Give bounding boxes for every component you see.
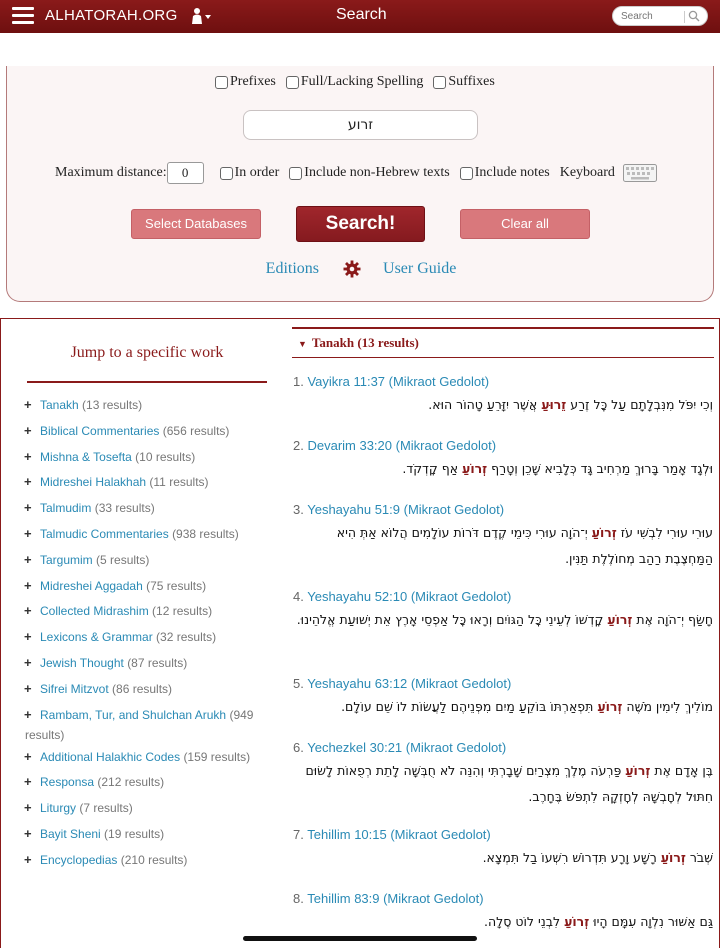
sidebar-item-name[interactable]: Midreshei Halakhah: [40, 475, 147, 490]
select-databases-button[interactable]: Select Databases: [131, 209, 261, 239]
expand-plus-icon[interactable]: +: [24, 474, 32, 490]
sidebar-item-name[interactable]: Tanakh: [40, 398, 79, 412]
sidebar-item-name[interactable]: Bayit Sheni: [40, 826, 101, 841]
expand-plus-icon[interactable]: +: [24, 851, 32, 867]
search-settings-row: [55, 162, 657, 184]
expand-plus-icon[interactable]: +: [24, 551, 32, 567]
result-item: [293, 438, 713, 482]
match-highlight: זְרוֹעַ: [607, 612, 633, 627]
spelling-option[interactable]: Full/Lacking Spelling: [286, 74, 424, 90]
match-highlight: זְרוֹעַ: [660, 850, 686, 865]
sidebar-item-count: (11 results): [149, 475, 209, 490]
editions-link[interactable]: Editions: [265, 260, 320, 277]
prefixes-option[interactable]: Prefixes: [215, 74, 276, 90]
result-number: 8.: [293, 891, 304, 906]
sidebar-item[interactable]: [16, 447, 276, 473]
clear-all-button[interactable]: Clear all: [460, 209, 590, 239]
sidebar-item-name[interactable]: Additional Halakhic Codes: [40, 749, 181, 764]
match-highlight: זְרוֹעַ: [625, 763, 651, 778]
match-highlight: זְרוֹעַ: [462, 461, 488, 476]
result-item: [293, 502, 713, 572]
suffixes-checkbox[interactable]: [433, 76, 446, 89]
result-text: וְכִי יִפֹּל מִנִּבְלָתָם עַל כׇּל זֶרַע זֵרוּעַ אֲשֶׁר יִזָּרֵעַ טָהוֹר הוּא.: [428, 397, 713, 412]
result-text: בֶּן אָדָם אֶת זְרוֹעַ פַּרְעֹה מֶלֶךְ מִצְרַיִם שָׁבָרְתִּי וְהִנֵּה לֹא חֻבְּשָׁה לָתֵת רְפֻאוֹת לָשׂוּם חִתּוּל לְחׇבְשָׁהּ לְחׇזְקָהּ לִתְפֹּשׂ בֶּחָרֶב.: [305, 763, 713, 804]
result-number: 3.: [293, 502, 304, 517]
expand-plus-icon[interactable]: +: [24, 448, 32, 464]
expand-plus-icon[interactable]: +: [24, 706, 32, 722]
result-item: [293, 676, 713, 720]
page-title: Search: [336, 6, 387, 23]
sidebar-item-count: (212 results): [97, 775, 165, 790]
sidebar-item[interactable]: [16, 550, 276, 576]
result-item: [293, 589, 713, 633]
menu-icon[interactable]: [12, 7, 34, 25]
expand-plus-icon[interactable]: +: [24, 397, 32, 412]
sidebar-item[interactable]: [16, 705, 276, 747]
jump-title: Jump to a specific work: [70, 344, 224, 361]
sidebar-item[interactable]: [16, 772, 276, 798]
expand-plus-icon[interactable]: +: [24, 629, 32, 645]
collapse-triangle-icon[interactable]: ▼: [298, 339, 307, 349]
sidebar-item-count: (12 results): [152, 604, 213, 619]
expand-plus-icon[interactable]: +: [24, 500, 32, 516]
result-reference-link[interactable]: Yeshayahu 63:12 (Mikraot Gedolot): [307, 676, 512, 691]
sidebar-item-name[interactable]: Responsa: [40, 775, 95, 790]
sidebar-item-name[interactable]: Rambam, Tur, and Shulchan Arukh: [40, 707, 227, 722]
sidebar-item-count: (656 results): [162, 423, 230, 438]
sidebar-item[interactable]: [16, 798, 276, 824]
sidebar-item-name[interactable]: Jewish Thought: [40, 655, 124, 670]
result-reference-link[interactable]: Yechezkel 30:21 (Mikraot Gedolot): [307, 740, 507, 755]
sidebar-item[interactable]: [16, 653, 276, 679]
sidebar-item-count: (75 results): [146, 578, 207, 593]
result-number: 6.: [293, 740, 304, 755]
sidebar-item-count: (10 results): [135, 449, 196, 464]
site-logo[interactable]: ALHATORAH.ORG: [45, 7, 178, 24]
top-search-box[interactable]: [612, 6, 708, 26]
user-guide-link[interactable]: User Guide: [383, 260, 457, 277]
expand-plus-icon[interactable]: +: [24, 422, 32, 438]
sidebar-item-count: (7 results): [79, 801, 133, 816]
result-reference-link[interactable]: Devarim 33:20 (Mikraot Gedolot): [307, 438, 497, 453]
sidebar-item-name[interactable]: Talmudic Commentaries: [40, 526, 169, 541]
sidebar-item-name[interactable]: Biblical Commentaries: [40, 423, 160, 438]
search-divider: [684, 11, 685, 23]
sidebar-item[interactable]: [16, 747, 276, 773]
search-panel: [6, 66, 714, 302]
expand-plus-icon[interactable]: +: [24, 577, 32, 593]
sidebar-item-name[interactable]: Collected Midrashim: [40, 604, 149, 619]
sidebar-item-count: (87 results): [127, 655, 188, 670]
match-highlight: זְרוֹעַ: [597, 699, 623, 714]
result-number: 5.: [293, 676, 304, 691]
result-number: 4.: [293, 589, 304, 604]
sidebar-item[interactable]: [16, 472, 276, 498]
expand-plus-icon[interactable]: +: [24, 680, 32, 696]
sidebar-item[interactable]: [16, 601, 276, 627]
result-reference-link[interactable]: Tehillim 10:15 (Mikraot Gedolot): [307, 827, 491, 842]
sidebar-item[interactable]: [16, 576, 276, 602]
result-number: 1.: [293, 374, 304, 389]
sidebar-item-count: (159 results): [183, 749, 251, 764]
result-text: וּלְגָד אָמַר בָּרוּךְ מַרְחִיב גָּד כְּלָבִיא שָׁכֵן וְטָרַף זְרוֹעַ אַף קׇדְקֹד.: [402, 461, 713, 476]
result-text: עוּרִי עוּרִי לִבְשִׁי עֹז זְרוֹעַ יְ־הֹוָה עוּרִי כִּימֵי קֶדֶם דֹּרוֹת עוֹלָמִים הֲלוֹא אַתְּ הִיא הַמַּחְצֶבֶת רַהַב מְחוֹלֶלֶת תַּנִּין.: [336, 525, 713, 566]
result-item: [293, 891, 713, 935]
result-number: 2.: [293, 438, 304, 453]
sidebar-item-count: (5 results): [96, 552, 150, 567]
sidebar-item[interactable]: [16, 824, 276, 850]
sidebar-item[interactable]: [16, 850, 276, 876]
sidebar-item[interactable]: [16, 679, 276, 705]
expand-plus-icon[interactable]: +: [24, 603, 32, 619]
expand-plus-icon[interactable]: +: [24, 525, 32, 541]
sidebar-item[interactable]: [16, 395, 276, 421]
sidebar-item-count: (32 results): [156, 630, 217, 645]
result-item: [293, 374, 713, 418]
result-text: חָשַׂף יְ־הֹוָה אֶת זְרוֹעַ קׇדְשׁוֹ לְעֵינֵי כׇּל הַגּוֹיִם וְרָאוּ כׇּל אַפְסֵי אָרֶץ אֵת יְשׁוּעַת אֱלֹהֵינוּ.: [296, 612, 713, 627]
max-distance-input[interactable]: 0: [167, 162, 204, 184]
tanakh-section-header[interactable]: ▼ Tanakh (13 results): [298, 335, 419, 350]
non-hebrew-option[interactable]: Include non-Hebrew texts: [289, 165, 449, 181]
sidebar-item-name[interactable]: Targumim: [40, 552, 93, 567]
sidebar-item-count: (13 results): [82, 398, 143, 412]
sidebar-item-count: (210 results): [120, 852, 188, 867]
result-text: שְׁבֹר זְרוֹעַ רָשָׁע וָרָע תִּדְרוֹשׁ רִשְׁעוֹ בַל תִּמְצָא.: [482, 850, 713, 865]
sidebar-item-count: (33 results): [94, 501, 155, 516]
include-notes-checkbox[interactable]: [460, 167, 473, 180]
sidebar-item-count: (949 results): [25, 707, 254, 742]
results-main: [292, 327, 714, 929]
search-button[interactable]: Search!: [296, 206, 425, 242]
jump-divider: [27, 381, 267, 383]
sidebar-item-name[interactable]: Sifrei Mitzvot: [40, 681, 109, 696]
prefixes-checkbox[interactable]: [215, 76, 228, 89]
keyboard-icon[interactable]: [623, 164, 657, 182]
keyboard-label[interactable]: Keyboard: [559, 165, 615, 180]
sidebar-item-name[interactable]: Midreshei Aggadah: [40, 578, 143, 593]
expand-plus-icon[interactable]: +: [24, 654, 32, 670]
in-order-option[interactable]: In order: [220, 165, 280, 181]
result-reference-link[interactable]: Vayikra 11:37 (Mikraot Gedolot): [307, 374, 490, 389]
result-item: [293, 827, 713, 871]
include-notes-option[interactable]: Include notes: [460, 165, 550, 181]
expand-plus-icon[interactable]: +: [24, 774, 32, 790]
work-sidebar: [16, 395, 276, 876]
top-search-input[interactable]: [621, 9, 685, 24]
sidebar-item-name[interactable]: Talmudim: [40, 501, 92, 516]
section-rule-bottom: [292, 357, 714, 358]
sidebar-item-count: (86 results): [112, 681, 173, 696]
sidebar-item-name[interactable]: Lexicons & Grammar: [40, 630, 153, 645]
spelling-checkbox[interactable]: [286, 76, 299, 89]
match-highlight: זֵרוּעַ: [541, 397, 567, 412]
result-text: מוֹלִיךְ לִימִין מֹשֶׁה זְרוֹעַ תִּפְאַרְתּוֹ בּוֹקֵעַ מַיִם מִפְּנֵיהֶם לַעֲשׂוֹת לוֹ שֵׁם עוֹלָם.: [341, 699, 713, 714]
home-indicator: [243, 936, 477, 941]
sidebar-item-name[interactable]: Encyclopedias: [40, 852, 118, 867]
result-text: גַּם אַשּׁוּר נִלְוָה עִמָּם הָיוּ זְרוֹעַ לִבְנֵי לוֹט סֶלָה.: [484, 914, 713, 929]
result-number: 7.: [293, 827, 304, 842]
sidebar-item[interactable]: [16, 524, 276, 550]
non-hebrew-checkbox[interactable]: [289, 167, 302, 180]
match-highlight: זְרוֹעַ: [591, 525, 617, 540]
expand-plus-icon[interactable]: +: [24, 825, 32, 841]
sidebar-item-name[interactable]: Mishna & Tosefta: [40, 449, 132, 464]
result-reference-link[interactable]: Tehillim 83:9 (Mikraot Gedolot): [307, 891, 484, 906]
result-reference-link[interactable]: Yeshayahu 51:9 (Mikraot Gedolot): [307, 502, 505, 517]
sidebar-item[interactable]: [16, 498, 276, 524]
expand-plus-icon[interactable]: +: [24, 748, 32, 764]
results-frame: [0, 318, 720, 948]
expand-plus-icon[interactable]: +: [24, 800, 32, 816]
sidebar-item-count: (938 results): [172, 526, 239, 541]
search-options-row: [215, 74, 505, 90]
in-order-checkbox[interactable]: [220, 167, 233, 180]
suffixes-option[interactable]: Suffixes: [433, 74, 494, 90]
result-item: [293, 740, 713, 810]
panel-links: [7, 260, 715, 278]
sidebar-item[interactable]: [16, 421, 276, 447]
result-reference-link[interactable]: Yeshayahu 52:10 (Mikraot Gedolot): [307, 589, 512, 604]
search-icon[interactable]: [688, 10, 700, 22]
top-bar: [0, 0, 720, 33]
match-highlight: זְרוֹעַ: [564, 914, 590, 929]
query-input[interactable]: זרוע: [243, 110, 478, 140]
sidebar-item-count: (19 results): [104, 826, 165, 841]
sidebar-item[interactable]: [16, 627, 276, 653]
max-distance-label: Maximum distance:: [55, 165, 167, 180]
sidebar-item-name[interactable]: Liturgy: [40, 801, 77, 816]
gear-icon[interactable]: [343, 260, 361, 278]
person-icon[interactable]: [190, 7, 212, 25]
